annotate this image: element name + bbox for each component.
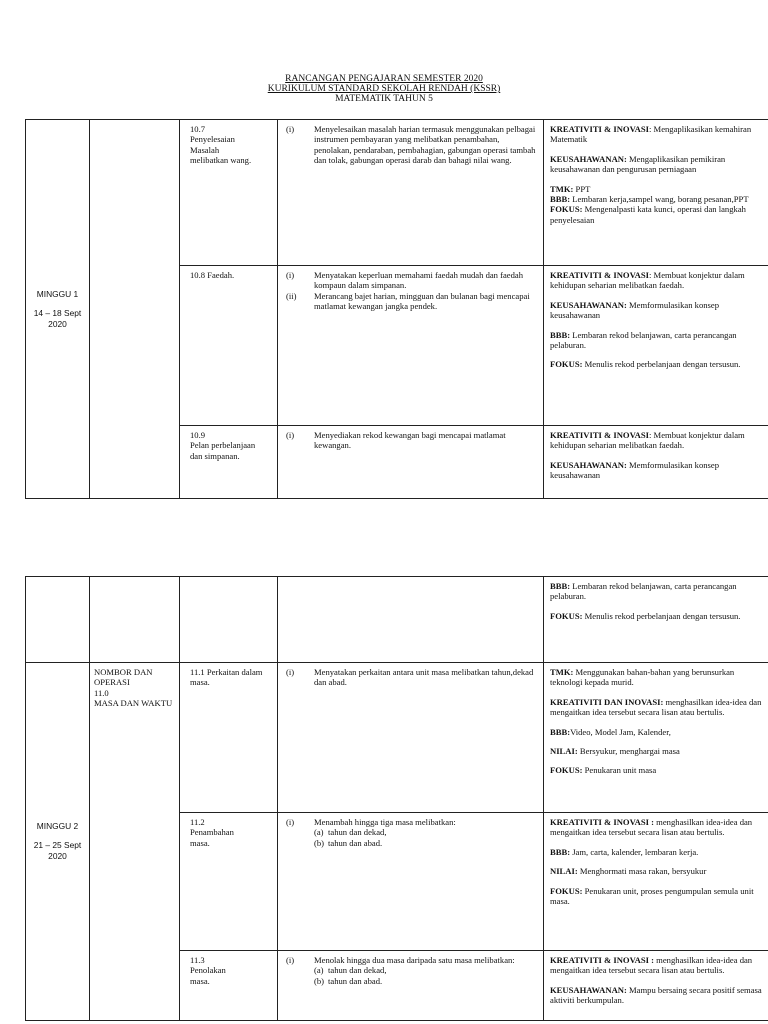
week-cell [26,577,90,663]
item-number: (i) [286,430,295,440]
subitem-text: tahun dan dekad, [328,827,387,838]
lesson-plan-table-week-1 [25,119,768,499]
note-paragraph [550,270,768,291]
spacer [26,832,89,840]
lesson-plan-table-week-2 [25,576,768,1021]
content-standard-line: 10.9 [190,430,206,440]
content-standard-line: 10.7 [190,124,206,134]
subitem-text: tahun dan abad. [328,975,383,986]
note-paragraph [550,330,768,351]
content-standard [180,663,277,690]
item-number: (i) [286,955,295,965]
document-header [0,74,768,104]
table-row [26,577,768,663]
content-standard-cell [180,813,278,951]
content-standard-line: Penambahan [190,827,234,838]
table-row [26,663,768,813]
content-standard-cell [180,426,278,499]
notes [544,120,768,227]
week-dates: 14 – 18 Sept [33,307,82,318]
header-curriculum: KURIKULUM STANDARD SEKOLAH RENDAH (KSSR) [267,84,501,94]
note-label: KEUSAHAWANAN: [550,153,627,164]
item-number: (ii) [286,290,297,301]
learning-standard-item [286,667,539,688]
learning-standard-cell [278,577,544,663]
week-year: 2020 [48,318,67,329]
content-standard-cell [180,266,278,426]
content-standard [180,266,277,282]
content-standard-line: 10.8 Faedah. [190,270,235,280]
note-paragraph [550,847,768,857]
note-paragraph [550,727,768,737]
item-text: Menolak hingga dua masa daripada satu masa melibatkan: [314,955,515,965]
note-label: FOKUS: [550,204,583,215]
notes-cell [544,577,768,663]
note-label: FOKUS: [550,359,583,370]
note-text: Menulis rekod perbelanjaan dengan tersusun. [582,610,741,621]
notes-cell [544,813,768,951]
item-number: (i) [286,270,295,280]
note-text: Mengenalpasti kata kunci, operasi dan langkah penyelesaian [550,204,746,225]
week-cell [26,120,90,499]
note-label: KEUSAHAWANAN: [550,299,627,310]
note-label: KEUSAHAWANAN: [550,459,627,470]
note-label: NILAI: [550,746,578,757]
notes [544,663,768,778]
note-label: BBB: [550,329,571,340]
note-label: KREATIVITI & INOVASI [550,430,650,440]
item-number: (i) [286,124,295,134]
notes-cell [544,426,768,499]
content-standard-cell [180,120,278,266]
subitem-letter: (a) [314,827,324,838]
learning-standard-subitem [286,827,539,837]
note-paragraph [550,955,768,976]
note-paragraph [550,460,768,481]
note-text: Jam, carta, kalender, lembaran kerja. [570,846,699,857]
topic-cell [90,120,180,499]
note-paragraph [550,611,768,621]
subitem-text: tahun dan abad. [328,837,383,848]
learning-standard-cell [278,951,544,1021]
header-title: RANCANGAN PENGAJARAN SEMESTER 2020 [285,74,483,84]
note-paragraph [550,359,768,369]
note-label: TMK: [550,667,574,677]
note-paragraph [550,184,768,194]
note-text: menghasilkan idea-idea dan mengaitkan idea tersebut secara lisan atau bertulis. [550,696,762,718]
note-paragraph [550,765,768,775]
note-paragraph [550,697,768,718]
note-paragraph [550,204,768,225]
note-text: : Membuat konjektur dalam kehidupan seharian melibatkan faedah. [550,430,745,451]
content-standard [180,813,277,850]
content-standard-line: Masalah [190,144,220,155]
topic-line: NOMBOR DAN [94,667,153,677]
note-label: KREATIVITI & INOVASI : [550,817,655,827]
learning-standard-subitem [286,838,539,848]
note-text: : Mengaplikasikan kemahiran Matematik [550,124,752,145]
content-standard-line: masa. [190,837,210,848]
note-label: KREATIVITI DAN INOVASI: [550,696,664,707]
note-label: BBB: [550,581,571,591]
content-standard [180,426,277,463]
content-standard-line: dan simpanan. [190,450,240,461]
learning-standard [278,266,543,314]
week-year: 2020 [48,851,67,861]
note-text: Menggunakan bahan-bahan yang berunsurkan teknologi kepada murid. [550,667,735,688]
notes [544,266,768,372]
note-text: Penukaran unit masa [582,765,657,776]
note-paragraph [550,194,768,204]
topic-cell [90,577,180,663]
note-label: FOKUS: [550,610,583,621]
week-dates: 21 – 25 Sept [33,840,82,850]
note-paragraph [550,866,768,876]
note-text: Menghormati masa rakan, bersyukur [577,866,707,877]
item-text: Menambah hingga tiga masa melibatkan: [314,817,456,827]
note-label: KREATIVITI & INOVASI : [550,955,655,965]
topic-line: OPERASI [94,677,130,688]
note-label: BBB: [550,846,571,857]
table-row [26,120,768,266]
notes-cell [544,266,768,426]
content-standard-line: 11.3 [190,955,205,965]
learning-standard-cell [278,266,544,426]
note-paragraph [550,817,768,838]
topic-line: 11.0 [94,687,109,698]
notes [544,813,768,908]
subitem-letter: (b) [314,837,325,848]
learning-standard-item [286,817,539,827]
note-paragraph [550,886,768,907]
notes-cell [544,120,768,266]
content-standard-line: Penyelesaian [190,134,235,145]
subitem-letter: (a) [314,965,324,976]
note-label: TMK: [550,183,574,194]
note-text: Penukaran unit, proses pengumpulan semula unit masa. [550,885,754,907]
note-paragraph [550,154,768,175]
notes [544,951,768,1008]
notes [544,577,768,623]
content-standard-line: melibatkan wang. [190,155,252,166]
week-label: MINGGU 2 [36,821,79,831]
content-standard-cell [180,577,278,663]
learning-standard-item [286,270,539,291]
learning-standard-item [286,291,539,312]
item-text: Menyediakan rekod kewangan bagi mencapai matlamat kewangan. [314,430,506,451]
content-standard-cell [180,663,278,813]
item-number: (i) [286,817,295,827]
learning-standard [278,663,543,690]
note-text: Memformulasikan konsep keusahawanan [550,459,720,481]
item-text: Menyatakan perkaitan antara unit masa melibatkan tahun,dekad dan abad. [314,667,534,688]
content-standard-line: Penolakan [190,965,226,976]
week-cell [26,663,90,1021]
note-label: KEUSAHAWANAN: [550,984,627,995]
content-standard-line: masa. [190,975,210,986]
header-subject: MATEMATIK TAHUN 5 [335,94,433,104]
learning-standard-item [286,430,539,451]
content-standard-line: 11.1 Perkaitan dalam [190,667,263,677]
note-text: menghasilkan idea-idea dan mengaitkan idea tersebut secara lisan atau bertulis. [550,955,753,976]
note-label: KREATIVITI & INOVASI [550,270,650,280]
topic-line: MASA DAN WAKTU [94,698,173,709]
topic [90,663,179,711]
note-text: Memformulasikan konsep keusahawanan [550,299,720,321]
learning-standard-subitem [286,976,539,986]
subitem-text: tahun dan dekad, [328,965,387,976]
note-paragraph [550,300,768,321]
content-standard [180,120,277,168]
content-standard [180,951,277,988]
learning-standard-cell [278,426,544,499]
subitem-letter: (b) [314,975,325,986]
notes [544,426,768,483]
note-paragraph [550,581,768,602]
learning-standard [278,120,543,168]
note-label: BBB: [550,194,571,205]
learning-standard [278,426,543,453]
learning-standard [278,951,543,988]
content-standard-line: 11.2 [190,817,205,827]
note-text: PPT [573,183,591,194]
note-text: : Membuat konjektur dalam kehidupan seharian melibatkan faedah. [550,270,745,291]
learning-standard [278,813,543,850]
note-label: BBB: [550,726,571,737]
topic-cell [90,663,180,1021]
learning-standard-item [286,955,539,965]
learning-standard-item [286,124,539,166]
content-standard-line: Pelan perbelanjaan [190,440,256,451]
note-label: KREATIVITI & INOVASI [550,124,650,134]
note-label: FOKUS: [550,885,583,896]
note-paragraph [550,746,768,756]
note-text: menghasilkan idea-idea dan mengaitkan idea tersebut secara lisan atau bertulis. [550,817,753,838]
learning-standard-subitem [286,965,539,975]
content-standard-cell [180,951,278,1021]
item-text: Merancang bajet harian, mingguan dan bulanan bagi mencapai matlamat kewangan jangka pendek. [314,290,530,312]
item-number: (i) [286,667,295,677]
note-paragraph [550,985,768,1006]
learning-standard-cell [278,813,544,951]
note-text: Bersyukur, menghargai masa [577,746,680,757]
notes-cell [544,951,768,1021]
spacer [26,300,89,308]
item-text: Menyatakan keperluan memahami faedah mudah dan faedah kompaun dalam simpanan. [314,270,524,291]
week-label: MINGGU 1 [36,288,79,299]
note-label: FOKUS: [550,765,583,776]
learning-standard-cell [278,120,544,266]
note-text: Mengaplikasikan pemikiran keusahawanan dan pengurusan perniagaan [550,153,726,175]
content-standard-line: masa. [190,677,210,688]
note-paragraph [550,430,768,451]
note-paragraph [550,124,768,145]
learning-standard-cell [278,663,544,813]
note-label: NILAI: [550,866,578,877]
note-text: Lembaran rekod belanjawan, carta perancangan pelaburan. [550,329,737,351]
note-text: Video, Model Jam, Kalender, [570,726,671,737]
notes-cell [544,663,768,813]
note-paragraph [550,667,768,688]
note-text: Mampu bersaing secara positif semasa aktiviti berkumpulan. [550,984,762,1006]
note-text: Lembaran rekod belanjawan, carta perancangan pelaburan. [550,581,737,602]
note-text: Menulis rekod perbelanjaan dengan tersusun. [582,359,741,370]
item-text: Menyelesaikan masalah harian termasuk menggunakan pelbagai instrumen pembayaran yang melibatkan penambahan, penolakan, pendaraban, pembahagian, gabungan operasi tambah dan tolak, gabungan operasi darab dan bahagi nilai wang. [314,124,536,166]
note-text: Lembaran kerja,sampel wang, borang pesanan,PPT [570,194,749,205]
